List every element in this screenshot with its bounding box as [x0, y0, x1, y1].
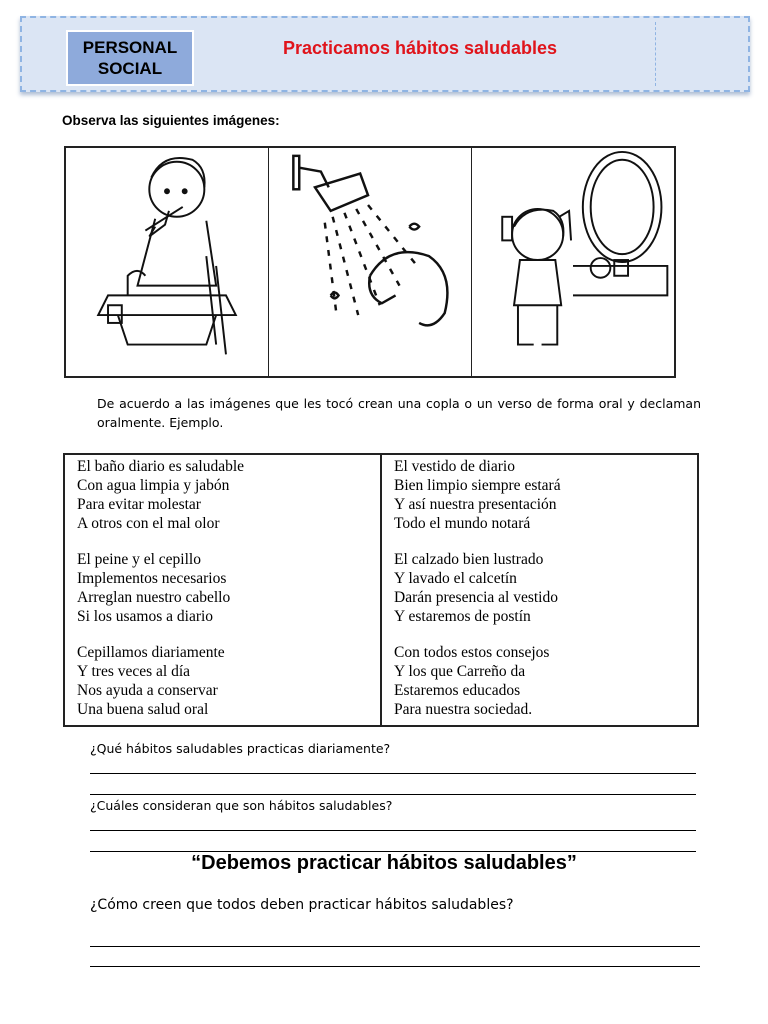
- stanza: [77, 550, 380, 626]
- boy-brushing-teeth-icon: [66, 148, 268, 376]
- verse-line: Y los que Carreño da: [394, 663, 526, 680]
- verse-line: Una buena salud oral: [77, 701, 209, 718]
- verse-line: El vestido de diario: [394, 458, 515, 475]
- answer-line-1a[interactable]: [90, 773, 696, 774]
- question-1: ¿Qué hábitos saludables practicas diariamente?: [90, 741, 391, 756]
- verse-line: Y así nuestra presentación: [394, 496, 557, 513]
- answer-line-3a[interactable]: [90, 946, 700, 947]
- verse-line: Estaremos educados: [394, 682, 521, 699]
- verse-line: El baño diario es saludable: [77, 458, 245, 475]
- stanza: [77, 643, 380, 719]
- stanza: [394, 643, 697, 719]
- image-cell-brushing: [66, 148, 269, 376]
- verse-line: Con agua limpia y jabón: [77, 477, 230, 494]
- poem-table: [63, 453, 699, 727]
- question-3: ¿Cómo creen que todos deben practicar hábitos saludables?: [90, 897, 514, 913]
- verse-line: Nos ayuda a conservar: [77, 682, 218, 699]
- verse-line: Todo el mundo notará: [394, 515, 531, 532]
- poem-column-right: [382, 455, 697, 725]
- verse-line: Implementos necesarios: [77, 570, 227, 587]
- header-banner: [20, 16, 750, 92]
- child-showering-icon: [269, 148, 471, 376]
- verse-line: Y tres veces al día: [77, 663, 191, 680]
- verse-line: Para nuestra sociedad.: [394, 701, 533, 718]
- verse-line: A otros con el mal olor: [77, 515, 220, 532]
- answer-line-1b[interactable]: [90, 794, 696, 795]
- header-divider: [655, 22, 656, 86]
- verse-line: Con todos estos consejos: [394, 644, 550, 661]
- verse-line: El peine y el cepillo: [77, 551, 201, 568]
- verse-line: El calzado bien lustrado: [394, 551, 544, 568]
- girl-combing-hair-icon: [472, 148, 674, 376]
- stanza: [394, 457, 697, 533]
- instruction-text: Observa las siguientes imágenes:: [62, 113, 280, 128]
- verse-line: Para evitar molestar: [77, 496, 201, 513]
- image-panel: [64, 146, 676, 378]
- verse-line: Y estaremos de postín: [394, 608, 531, 625]
- verse-line: Bien limpio siempre estará: [394, 477, 561, 494]
- verse-line: Arreglan nuestro cabello: [77, 589, 231, 606]
- answer-line-3b[interactable]: [90, 966, 700, 967]
- slogan-heading: “Debemos practicar hábitos saludables”: [191, 852, 577, 874]
- page-title: Practicamos hábitos saludables: [282, 38, 558, 58]
- verse-line: Cepillamos diariamente: [77, 644, 225, 661]
- stanza: [394, 550, 697, 626]
- stanza: [77, 457, 380, 533]
- verse-line: Si los usamos a diario: [77, 608, 214, 625]
- question-2: ¿Cuáles consideran que son hábitos saludables?: [90, 798, 393, 813]
- image-cell-combing: [472, 148, 674, 376]
- answer-line-2a[interactable]: [90, 830, 696, 831]
- verse-line: Darán presencia al vestido: [394, 589, 558, 606]
- subject-label: PERSONAL SOCIAL: [66, 30, 194, 86]
- poem-column-left: [65, 455, 382, 725]
- instruction-paragraph: De acuerdo a las imágenes que les tocó crean una copla o un verso de forma oral y declaman oralmente. Ejemplo.: [97, 396, 701, 430]
- image-cell-shower: [269, 148, 472, 376]
- verse-line: Y lavado el calcetín: [394, 570, 517, 587]
